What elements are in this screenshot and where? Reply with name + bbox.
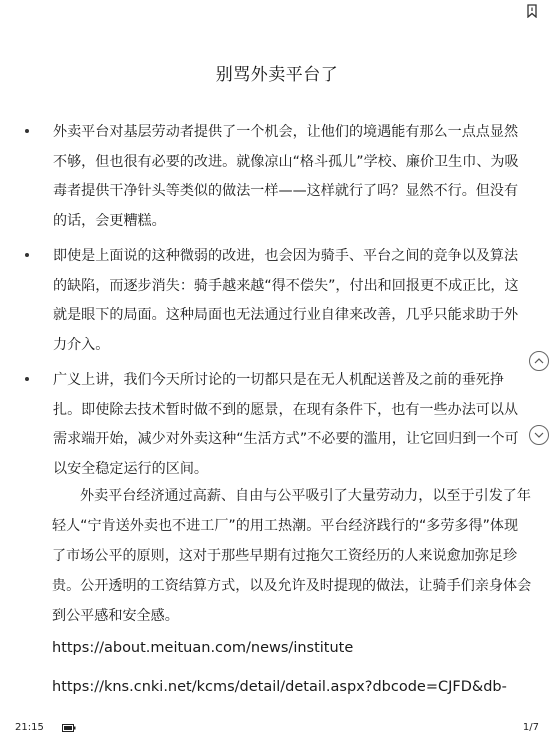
- scroll-up-button[interactable]: [529, 351, 549, 371]
- bullet-text: 外卖平台对基层劳动者提供了一个机会，让他们的境遇能有那么一点点显然不够，但也很有必要的改进。就像凉山“格斗孤儿”学校、廉价卫生巾、为吸毒者提供干净针头等类似的做法一样——这样就行了吗？显然不行。但没有的话，会更糟糕。: [53, 124, 519, 229]
- status-bar: [0, 720, 554, 738]
- battery-icon: [62, 724, 76, 732]
- chevron-up-icon: [534, 357, 544, 365]
- bullet-text: 即使是上面说的这种微弱的改进，也会因为骑手、平台之间的竞争以及算法的缺陷，而逐步消失：骑手越来越“得不偿失”，付出和回报更不成正比，这就是眼下的局面。这种局面也无法通过行业自律来改善，几乎只能求助于外力介入。: [53, 248, 519, 353]
- body-paragraph: 外卖平台经济通过高薪、自由与公平吸引了大量劳动力，以至于引发了年轻人“宁肯送外卖也不进工厂”的用工热潮。平台经济践行的“多劳多得”体现了市场公平的原则，这对于那些早期有过拖欠工资经历的人来说愈加弥足珍贵。公开透明的工资结算方式，以及允许及时提现的做法，让骑手们亲身体会到公平感和安全感。: [52, 488, 532, 624]
- chevron-down-icon: [534, 431, 544, 439]
- scroll-down-button[interactable]: [529, 425, 549, 445]
- list-item: [0, 366, 554, 484]
- bullet-dot: [25, 129, 29, 133]
- bullet-dot: [25, 377, 29, 381]
- bullet-dot: [25, 253, 29, 257]
- list-item: [0, 118, 554, 236]
- status-time: 21:15: [15, 722, 44, 733]
- page-title: 别骂外卖平台了: [215, 65, 339, 85]
- page-number: 1/7: [522, 722, 539, 733]
- bullet-list: [0, 118, 554, 490]
- bookmark-icon[interactable]: [527, 3, 537, 17]
- reference-link[interactable]: https://about.meituan.com/news/institute: [52, 640, 354, 656]
- bullet-text: 广义上讲，我们今天所讨论的一切都只是在无人机配送普及之前的垂死挣扎。即使除去技术暂时做不到的愿景，在现有条件下，也有一些办法可以从需求端开始，减少对外卖这种“生活方式”不必要的滥用，让它回归到一个可以安全稳定运行的区间。: [53, 372, 519, 477]
- reference-link[interactable]: https://kns.cnki.net/kcms/detail/detail.aspx?dbcode=CJFD&db-: [52, 679, 507, 695]
- list-item: [0, 242, 554, 360]
